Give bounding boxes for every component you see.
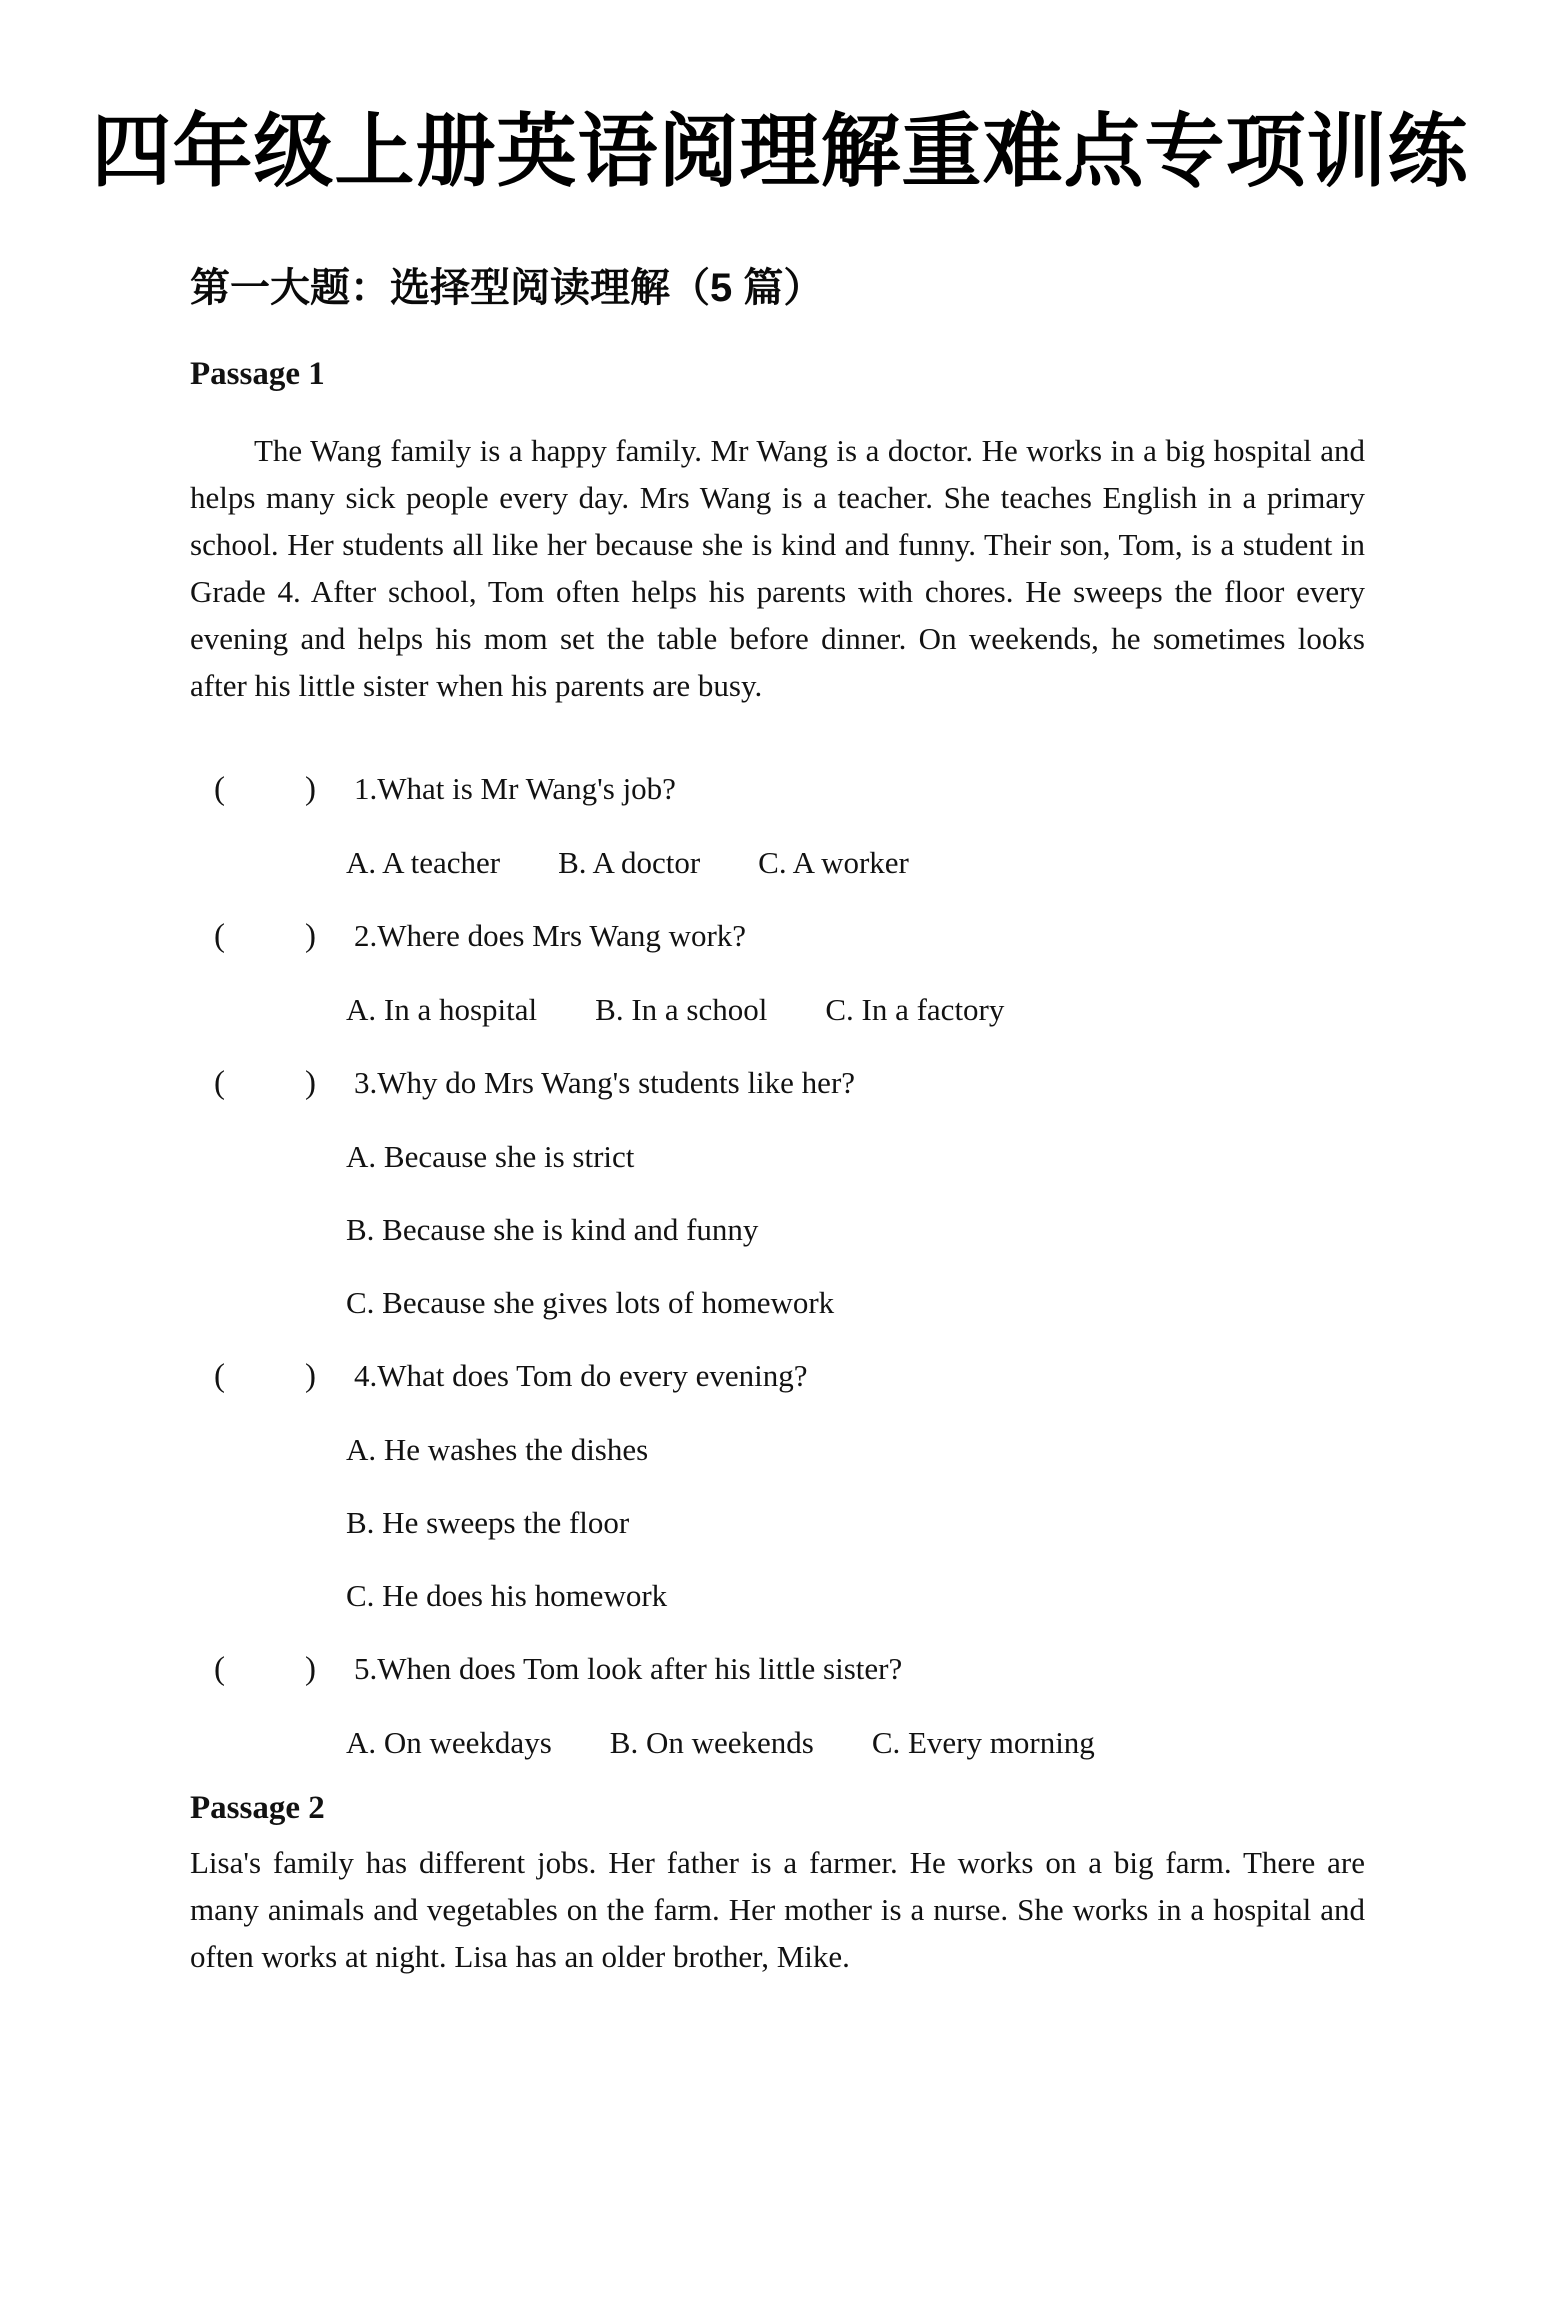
option-item: A. Because she is strict xyxy=(346,1139,635,1174)
passage-1-paragraph: The Wang family is a happy family. Mr Wang is a doctor. He works in a big hospital and helps many sick people every day. Mrs Wang is a teacher. She teaches English in a primary school. Her students all like her because she is kind and funny. Their son, Tom, is a student in Grade 4. After school, Tom often helps his parents with chores. He sweeps the floor every evening and helps his mom set the table before dinner. On weekends, he sometimes looks after his little sister when his parents are busy. xyxy=(190,433,1365,703)
open-paren: ( xyxy=(214,1065,225,1101)
question-prompt: 1.What is Mr Wang's job? xyxy=(354,771,676,806)
question-5-options xyxy=(346,1719,1365,1766)
option-item: B. He sweeps the floor xyxy=(346,1505,630,1540)
open-paren: ( xyxy=(214,918,225,954)
question-line-2 xyxy=(190,912,1365,960)
page-title: 四年级上册英语阅理解重难点专项训练 xyxy=(91,107,1469,196)
option-item: C. In a factory xyxy=(825,992,1005,1027)
passage-2-heading: Passage 2 xyxy=(190,1790,325,1826)
question-line-4 xyxy=(190,1352,1365,1400)
answer-parentheses xyxy=(214,1353,316,1400)
close-paren: ) xyxy=(305,1358,316,1394)
option-item: A. A teacher xyxy=(346,845,501,880)
question-2-options xyxy=(346,986,1365,1033)
question-line-5 xyxy=(190,1645,1365,1693)
page-content xyxy=(190,268,1365,1980)
question-prompt: 3.Why do Mrs Wang's students like her? xyxy=(354,1065,856,1100)
question-line-1 xyxy=(190,765,1365,813)
option-item: A. He washes the dishes xyxy=(346,1432,649,1467)
question-prompt: 2.Where does Mrs Wang work? xyxy=(354,918,747,953)
answer-parentheses xyxy=(214,766,316,813)
answer-parentheses xyxy=(214,1646,316,1693)
answer-parentheses xyxy=(214,1060,316,1107)
close-paren: ) xyxy=(305,1651,316,1687)
close-paren: ) xyxy=(305,771,316,807)
passage-2-paragraph: Lisa's family has different jobs. Her father is a farmer. He works on a big farm. There are many animals and vegetables on the farm. Her mother is a nurse. She works in a hospital and often works at night. Lisa has an older brother, Mike. xyxy=(190,1845,1365,1974)
option-item: C. Because she gives lots of homework xyxy=(346,1285,835,1320)
section-heading: 第一大题：选择型阅读理解（5 篇） xyxy=(190,266,824,310)
answer-parentheses xyxy=(214,913,316,960)
option-item: C. He does his homework xyxy=(346,1578,668,1613)
open-paren: ( xyxy=(214,771,225,807)
close-paren: ) xyxy=(305,918,316,954)
open-paren: ( xyxy=(214,1358,225,1394)
question-prompt: 5.When does Tom look after his little sister? xyxy=(354,1651,903,1686)
option-item: A. On weekdays xyxy=(346,1725,552,1760)
question-list xyxy=(190,765,1365,1766)
option-item: B. On weekends xyxy=(609,1725,814,1760)
option-item: A. In a hospital xyxy=(346,992,538,1027)
question-line-3 xyxy=(190,1059,1365,1107)
option-item: C. Every morning xyxy=(871,1725,1095,1760)
question-prompt: 4.What does Tom do every evening? xyxy=(354,1358,808,1393)
option-item: B. A doctor xyxy=(558,845,701,880)
option-item: B. Because she is kind and funny xyxy=(346,1212,759,1247)
option-item: B. In a school xyxy=(595,992,768,1027)
open-paren: ( xyxy=(214,1651,225,1687)
passage-1-heading: Passage 1 xyxy=(190,356,325,392)
question-1-options xyxy=(346,839,1365,886)
close-paren: ) xyxy=(305,1065,316,1101)
worksheet-page xyxy=(0,107,1560,1980)
option-item: C. A worker xyxy=(758,845,909,880)
